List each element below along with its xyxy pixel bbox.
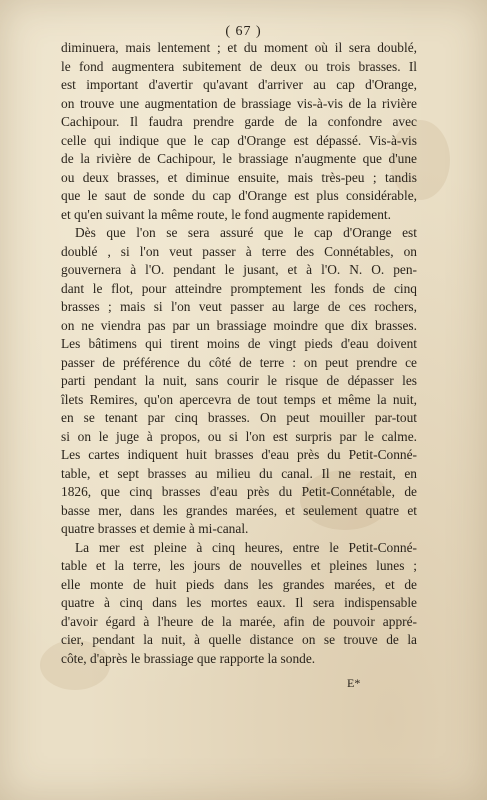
text-line: on trouve une augmentation de brassiage vis-à-vis de la rivière — [61, 95, 417, 111]
body-text — [61, 39, 417, 668]
text-line: Cachipour. Il faudra prendre garde de la confondre avec — [61, 114, 417, 129]
text-line: Les bâtimens qui tirent moins de vingt pieds d'eau doivent — [61, 336, 417, 351]
text-line: de la rivière de Cachipour, le brassiage n'augmente que d'une — [61, 151, 417, 166]
text-line: 1826, que cinq brasses d'eau près du Petit-Connétable, de — [61, 484, 417, 499]
text-line: parti pendant la nuit, sans courir le risque de dépasser les — [61, 373, 417, 388]
text-line: que le saut de sonde du cap d'Orange est plus considérable, — [61, 188, 417, 203]
text-line: passer de préférence du côté de terre : on peut prendre ce — [61, 354, 417, 370]
text-line: quatre à cinq dans les mortes eaux. Il sera indispensable — [61, 595, 417, 610]
text-line: dant le flot, pour atteindre promptement les fonds de cinq — [61, 280, 417, 296]
text-line: elle monte de huit pieds dans les grandes marées, et de — [61, 576, 417, 592]
text-line: basse mer, dans les grandes marées, et seulement quatre et — [61, 502, 417, 518]
text-line: si on le juge à propos, ou si l'on est surpris par le calme. — [61, 428, 417, 444]
text-line: table, et sept brasses au milieu du canal. Il ne restait, en — [61, 465, 417, 481]
text-line: côte, d'après le brassiage que rapporte la sonde. — [61, 650, 316, 666]
text-line: le fond augmentera subitement de deux ou trois brasses. Il — [61, 58, 417, 74]
text-line: quatre brasses et demie à mi-canal. — [61, 521, 249, 536]
text-line: îlets Remires, qu'on apercevra de tout temps et même la nuit, — [61, 391, 417, 407]
text-line: est important d'avertir qu'avant d'arriver au cap d'Orange, — [61, 77, 417, 92]
text-line: celle qui indique que le cap d'Orange est dépassé. Vis-à-vis — [61, 132, 417, 148]
text-line: on ne viendra pas par un brassiage moindre que dix brasses. — [61, 317, 417, 333]
text-line: diminuera, mais lentement ; et du moment où il sera doublé, — [61, 40, 417, 55]
page-number: ( 67 ) — [225, 24, 262, 39]
text-line: et qu'en suivant la même route, le fond augmente rapidement. — [61, 206, 391, 222]
text-line: doublé , si l'on veut passer à terre des Connétables, on — [61, 243, 417, 259]
text-line: La mer est pleine à cinq heures, entre le Petit-Conné- — [75, 539, 417, 555]
text-line: gouvernera à l'O. pendant le jusant, et à l'O. N. O. pen- — [61, 262, 417, 277]
text-line: table et la terre, les jours de nouvelles et pleines lunes ; — [61, 558, 417, 573]
text-line: Dès que l'on se sera assuré que le cap d'Orange est — [75, 225, 417, 240]
text-line: d'avoir égard à l'heure de la marée, afin de pouvoir appré- — [61, 613, 417, 629]
text-line: en se tenant par cinq brasses. On peut mouiller par-tout — [61, 410, 417, 425]
printer-signature-mark: E* — [347, 676, 361, 690]
text-line: Les cartes indiquent huit brasses d'eau près du Petit-Conné- — [61, 447, 417, 462]
text-line: cier, pendant la nuit, à quelle distance on se trouve de la — [61, 632, 417, 647]
text-line: ou deux brasses, et diminue ensuite, mais très-peu ; tandis — [61, 169, 417, 185]
text-line: brasses ; mais si l'on veut passer au large de ces rochers, — [61, 299, 417, 314]
